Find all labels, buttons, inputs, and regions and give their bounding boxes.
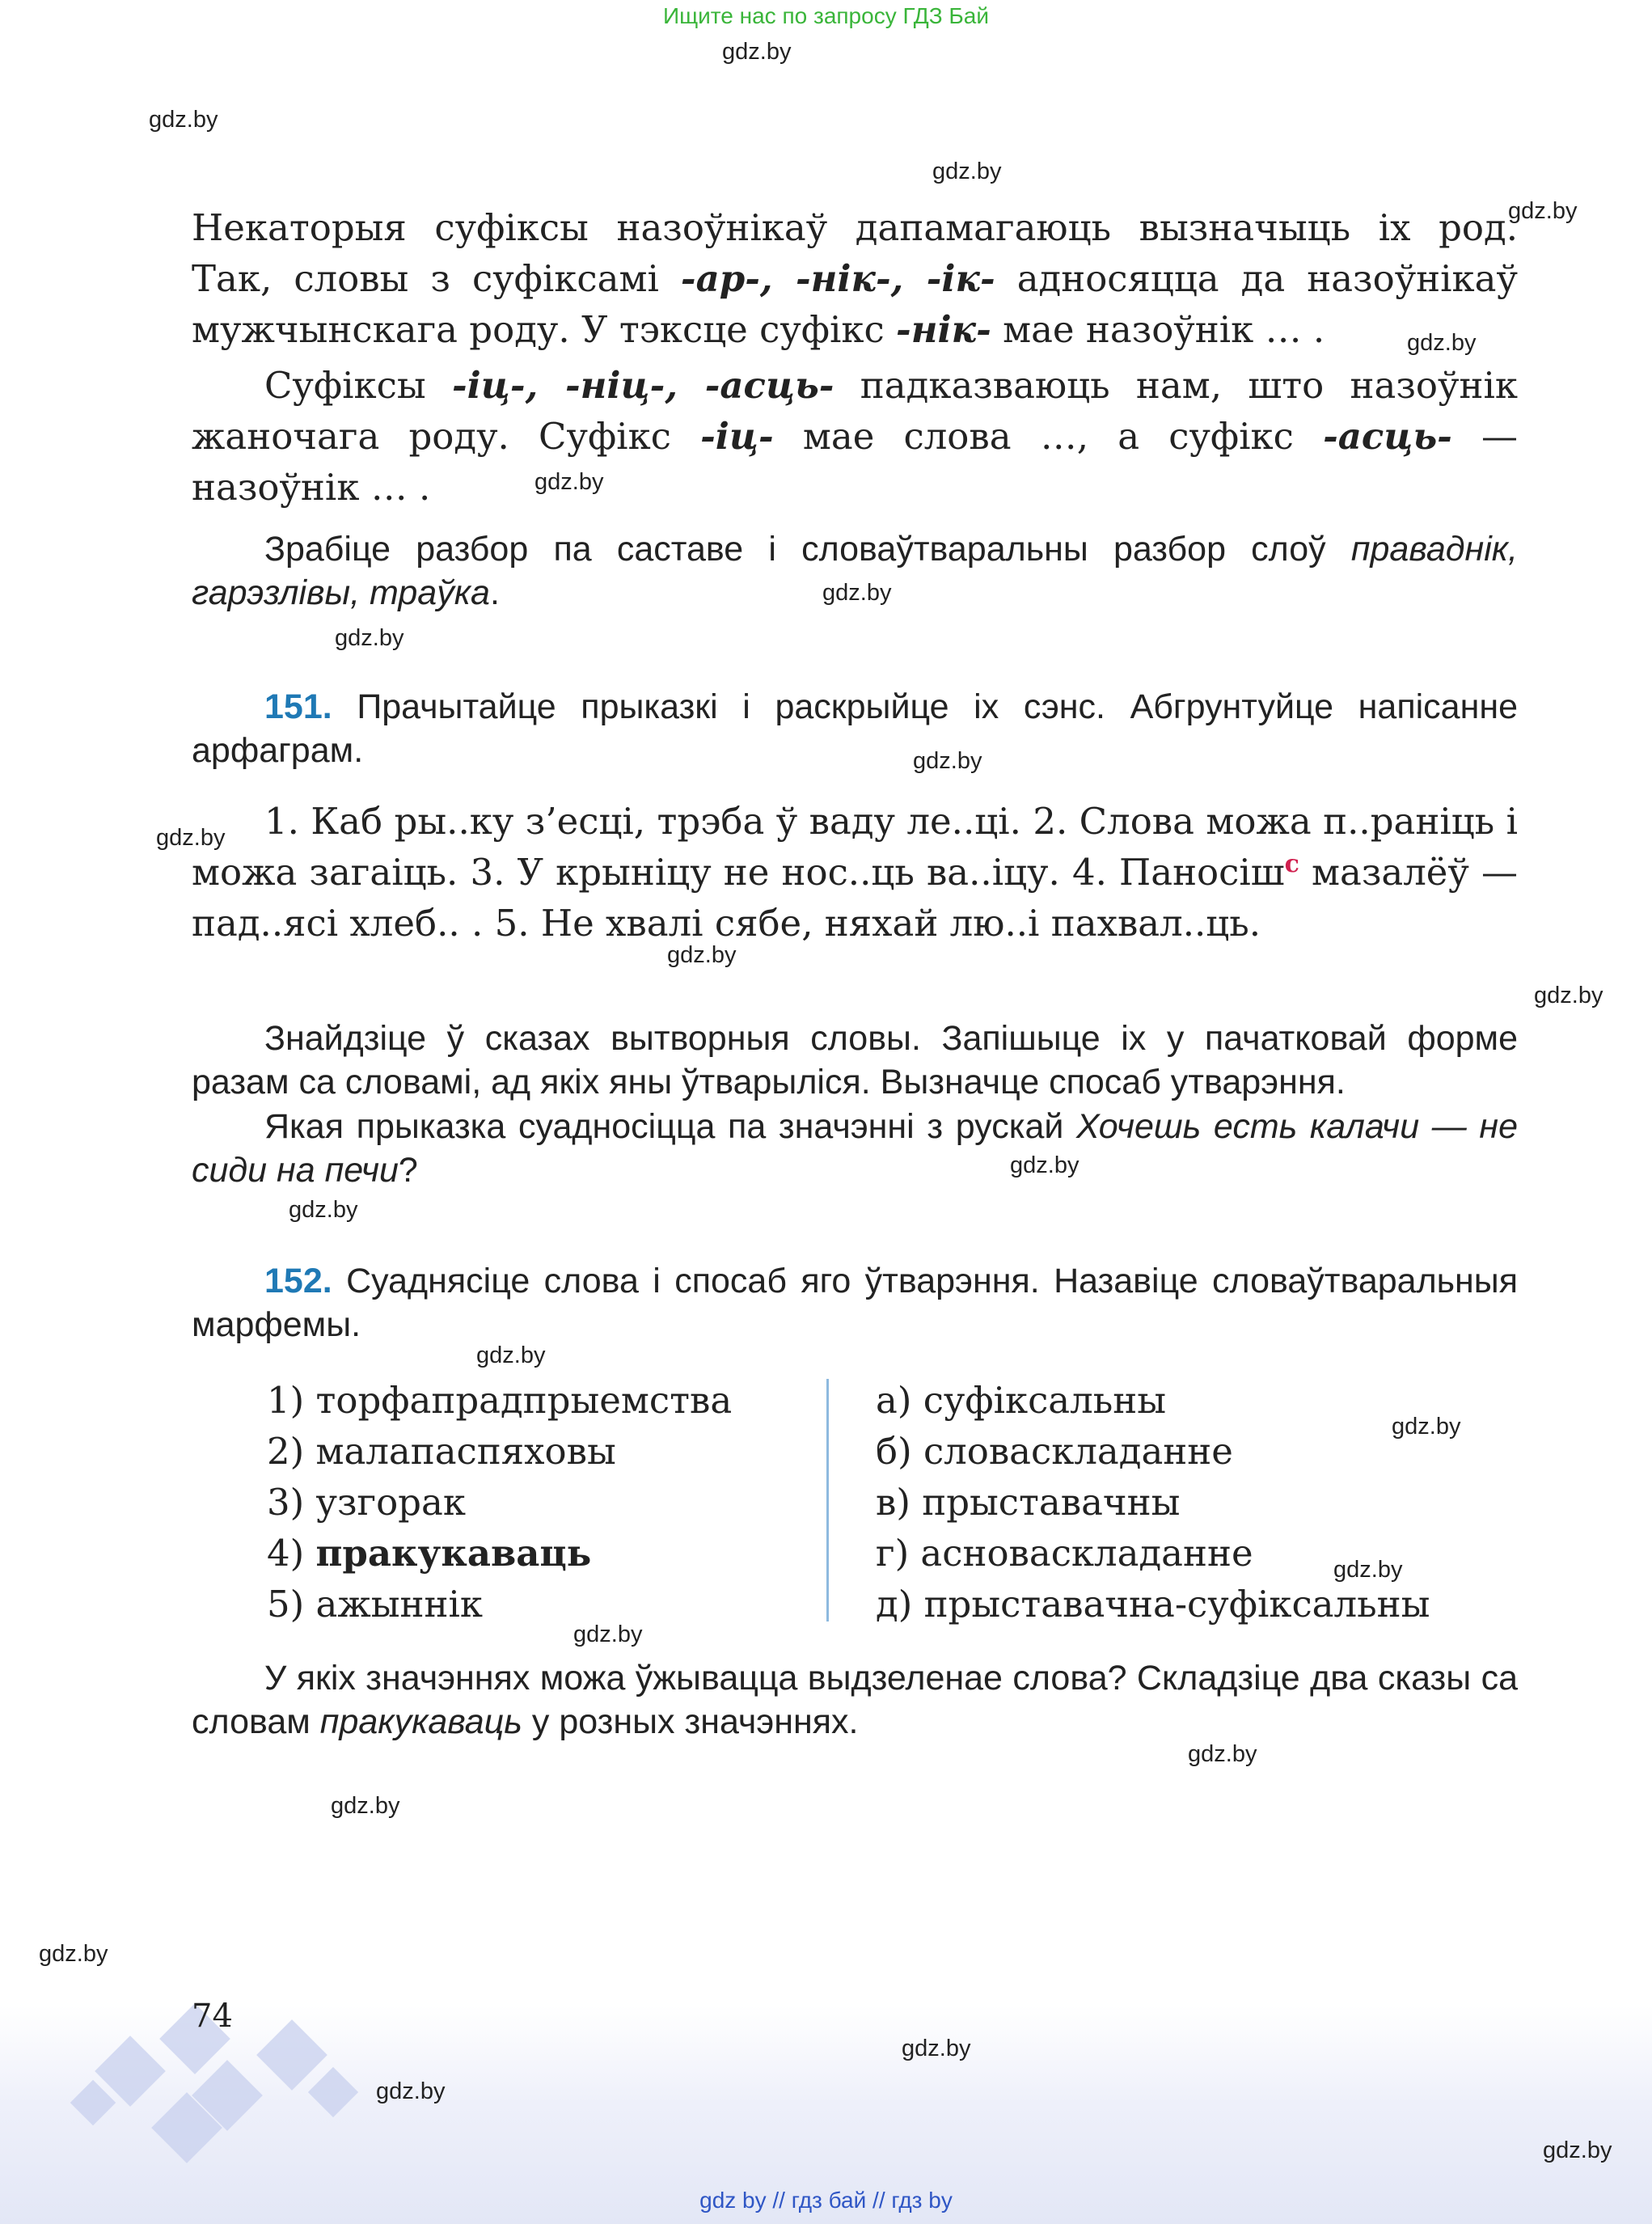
- footer-links[interactable]: gdz by // гдз бай // гдз by: [699, 2188, 953, 2213]
- exercise-151-instruction: [192, 685, 1518, 772]
- exercise-151-task-1: Знайдзіце ў сказах вытворныя словы. Запішыце іх у пачатковай форме разам са словамі, ад якіх яны ўтварыліся. Вызначце спосаб утварэння.: [192, 1019, 1518, 1101]
- word: пракукаваць: [319, 1702, 522, 1741]
- suffix: -іц-, -ніц-, -асць-: [452, 364, 834, 407]
- text: Якая прыказка суадносіцца па значэнні з рускай: [264, 1107, 1077, 1146]
- method-list: [876, 1375, 1430, 1630]
- task-morpheme-analysis: [192, 527, 1518, 615]
- watermark: gdz.by: [1333, 1557, 1403, 1583]
- watermark: gdz.by: [1508, 198, 1578, 224]
- words: праваднік, гарэзлівы, траўка: [192, 530, 1518, 612]
- watermark: gdz.by: [39, 1941, 108, 1967]
- watermark: gdz.by: [149, 107, 218, 133]
- exercise-152-instruction: [192, 1259, 1518, 1347]
- watermark: gdz.by: [156, 825, 226, 851]
- line: Некаторыя суфіксы назоўнікаў дапамагаюць вызначыць іх род.: [192, 206, 1518, 249]
- text: адносяцца да назоўнікаў: [995, 257, 1518, 300]
- text: Суаднясіце слова і спосаб яго ўтварэння. Назавіце словаўтваральныя марфемы.: [192, 1262, 1518, 1344]
- word-list: [267, 1375, 732, 1630]
- text: у розных значэннях.: [522, 1702, 859, 1741]
- text: — назоўнік … .: [192, 415, 1518, 509]
- text: Так, словы з суфіксамі: [192, 257, 681, 300]
- watermark: gdz.by: [335, 625, 404, 651]
- text: Прачытайце прыказкі і раскрыйце іх сэнс. Абгрунтуйце напісанне арфаграм.: [192, 687, 1518, 770]
- exercise-151-proverbs: [192, 796, 1518, 949]
- suffix: -іц-: [700, 415, 774, 458]
- watermark: gdz.by: [476, 1342, 546, 1368]
- watermark: gdz.by: [913, 748, 982, 774]
- watermark: gdz.by: [573, 1621, 643, 1647]
- watermark: gdz.by: [534, 469, 604, 495]
- word-item: 2) малапаспяховы: [267, 1430, 616, 1473]
- method-item: д) прыставачна-суфіксальны: [876, 1583, 1430, 1626]
- watermark: gdz.by: [1188, 1741, 1257, 1767]
- exercise-152-task: [192, 1656, 1518, 1744]
- quote: Хочешь есть калачи — не сиди на печи: [192, 1107, 1518, 1190]
- paragraph-suffixes-feminine: [192, 360, 1518, 513]
- watermark: gdz.by: [667, 942, 737, 968]
- text: Зрабіце разбор па саставе і словаўтваральны разбор слоў: [264, 530, 1351, 569]
- watermark: gdz.by: [932, 159, 1002, 184]
- word-item: [267, 1528, 732, 1579]
- text: Суфіксы: [264, 364, 452, 407]
- text: .: [489, 573, 500, 612]
- watermark: gdz.by: [289, 1197, 358, 1223]
- line: [192, 253, 1518, 304]
- text: мазалёў — пад..ясі хлеб.. . 5. Не хвалі сябе, няхай лю..і пахвал..ць.: [192, 851, 1518, 945]
- word-item: 1) торфапрадпрыемства: [267, 1379, 733, 1422]
- method-item: г) асноваскладанне: [876, 1532, 1253, 1575]
- watermark: gdz.by: [1407, 330, 1477, 356]
- watermark: gdz.by: [1010, 1152, 1080, 1178]
- text: мужчынскага роду. У тэксце суфікс: [192, 308, 897, 351]
- word-item: 5) ажыннік: [267, 1583, 484, 1626]
- watermark: gdz.by: [1392, 1414, 1461, 1440]
- text: У якіх значэннях можа ўжывацца выдзеленае слова? Складзіце два сказы са словам: [192, 1659, 1518, 1741]
- top-banner[interactable]: Ищите нас по запросу ГДЗ Бай: [662, 3, 990, 28]
- word-item: 3) узгорак: [267, 1481, 466, 1524]
- text: 4): [267, 1532, 316, 1575]
- column-divider: [826, 1379, 829, 1621]
- paragraph-suffixes-masculine: [192, 202, 1518, 355]
- site-watermark: gdz.by: [722, 39, 792, 65]
- watermark: gdz.by: [376, 2078, 446, 2104]
- text: падказваюць нам, што назоўнік жаночага роду. Суфікс: [192, 364, 1518, 458]
- method-item: в) прыставачны: [876, 1481, 1181, 1524]
- suffix: -ар-, -нік-, -ік-: [680, 257, 995, 300]
- suffix: -нік-: [896, 308, 991, 351]
- text: 1. Каб ры..ку з’есці, трэба ў ваду ле..ці. 2. Слова можа п..раніць і можа загаіць. 3. У крыніцу не нос..ць ва..іцу. 4. Паносіш: [192, 800, 1518, 894]
- page-number: 74: [192, 1998, 233, 2035]
- exercise-number: 151.: [264, 687, 332, 726]
- watermark: gdz.by: [902, 2036, 971, 2061]
- method-item: б) словаскладанне: [876, 1430, 1233, 1473]
- exercise-151-task-2: [192, 1105, 1518, 1192]
- text: мае слова …, а суфікс: [773, 415, 1324, 458]
- line: [192, 304, 1518, 355]
- text: мае назоўнік … .: [991, 308, 1325, 351]
- watermark: gdz.by: [822, 580, 892, 606]
- watermark: gdz.by: [331, 1793, 400, 1819]
- watermark: gdz.by: [1534, 983, 1603, 1008]
- text: ?: [398, 1151, 418, 1190]
- exercise-number: 152.: [264, 1262, 332, 1300]
- bold-word: пракукаваць: [315, 1532, 592, 1575]
- method-item: а) суфіксальны: [876, 1379, 1167, 1422]
- suffix: -асць-: [1323, 415, 1452, 458]
- footnote-mark: с: [1284, 850, 1299, 878]
- watermark: gdz.by: [1543, 2137, 1612, 2163]
